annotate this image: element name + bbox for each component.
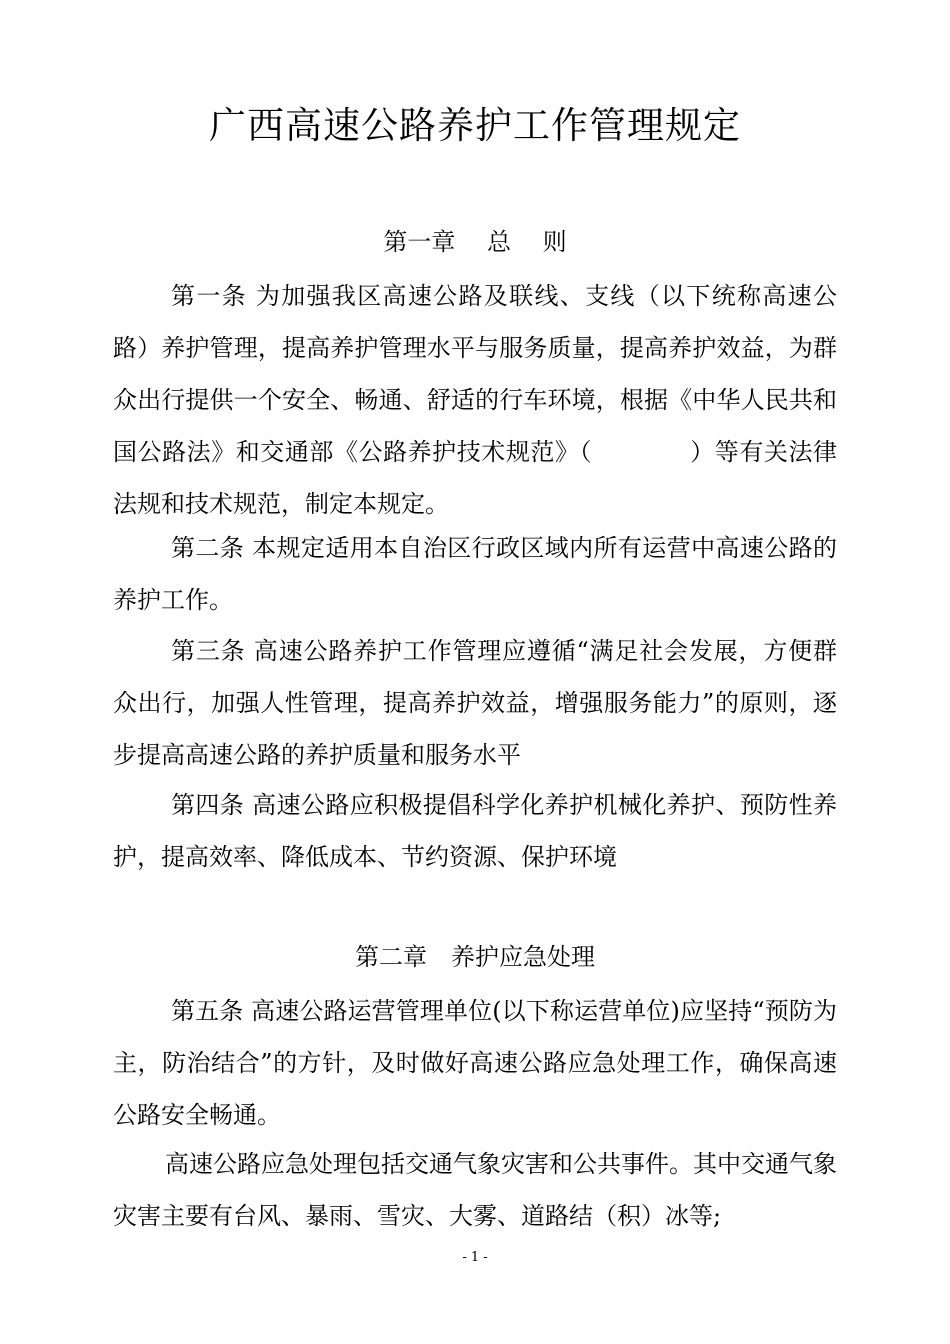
article-5-continuation: 高速公路应急处理包括交通气象灾害和公共事件。其中交通气象灾害主要有台风、暴雨、雪灾、大雾、道路结（积）冰等; [113, 1150, 837, 1230]
article-5: 第五条 高速公路运营管理单位(以下称运营单位)应坚持“预防为主，防治结合”的方针，及时做好高速公路应急处理工作，确保高速公路安全畅通。 [113, 997, 837, 1129]
chapter-1-heading: 第一章 总 则 [383, 228, 567, 256]
article-4: 第四条 高速公路应积极提倡科学化养护机械化养护、预防性养护，提高效率、降低成本、节约资源、保护环境 [113, 791, 837, 871]
article-1: 第一条 为加强我区高速公路及联线、支线（以下统称高速公路）养护管理，提高养护管理水平与服务质量，提高养护效益，为群众出行提供一个安全、畅通、舒适的行车环境，根据《中华人民共和国公路法》和交通部《公路养护技术规范》（ ）等有关法律法规和技术规范，制定本规定。 [113, 282, 837, 518]
page-number: - 1 - [462, 1250, 488, 1265]
article-2: 第二条 本规定适用本自治区行政区域内所有运营中高速公路的养护工作。 [113, 534, 837, 614]
article-3: 第三条 高速公路养护工作管理应遵循“满足社会发展，方便群众出行，加强人性管理，提高养护效益，增强服务能力”的原则，逐步提高高速公路的养护质量和服务水平 [113, 637, 837, 769]
chapter-2-heading: 第二章 养护应急处理 [355, 943, 595, 971]
document-title: 广西高速公路养护工作管理规定 [209, 104, 741, 147]
